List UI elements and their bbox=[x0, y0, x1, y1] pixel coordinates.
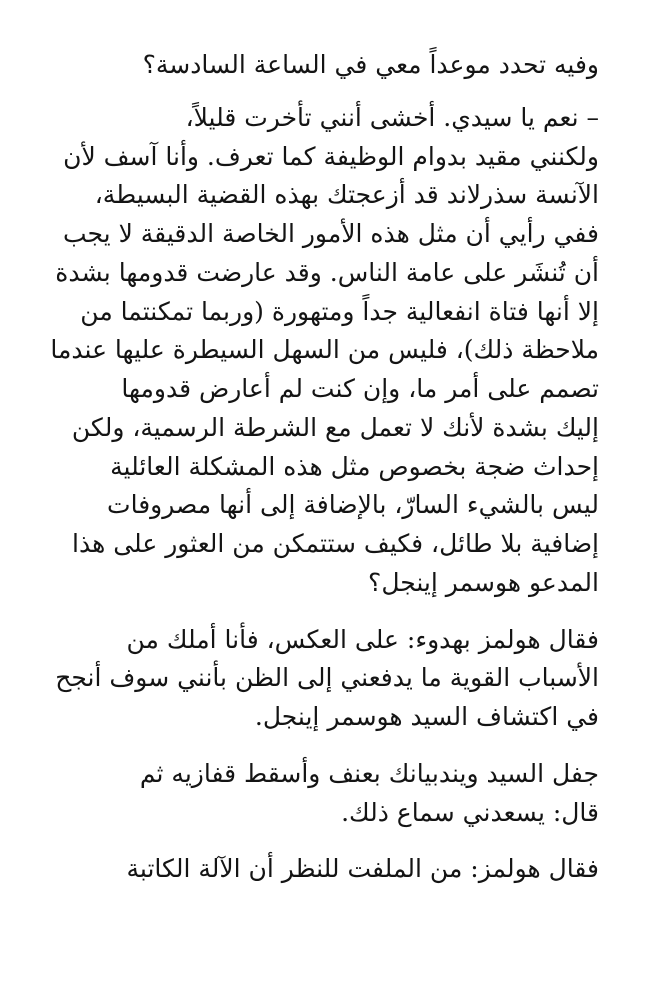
text-line: فقال هولمز: من الملفت للنظر أن الآلة الكاتبة bbox=[126, 854, 599, 884]
text-line: فقال هولمز بهدوء: على العكس، فأنا أملك من bbox=[126, 624, 599, 654]
text-line: الآنسة سذرلاند قد أزعجتك بهذه القضية البسيطة، bbox=[94, 180, 599, 210]
text-line: إضافية بلا طائل، فكيف ستتمكن من العثور على هذا bbox=[72, 529, 599, 558]
text-line: في اكتشاف السيد هوسمر إينجل. bbox=[254, 702, 599, 731]
text-line: جفل السيد ويندبيانك بعنف وأسقط قفازيه ثم bbox=[139, 758, 599, 788]
paragraph-appointment-question bbox=[46, 46, 599, 85]
text-line: تصمم على أمر ما، وإن كنت لم أعارض قدومها bbox=[121, 374, 599, 403]
text-line: المدعو هوسمر إينجل؟ bbox=[368, 567, 599, 597]
text-line: الأسباب القوية ما يدفعني إلى الظن بأنني سوف أنجح bbox=[55, 663, 599, 693]
text-line: – نعم يا سيدي. أخشى أنني تأخرت قليلاً، bbox=[185, 102, 599, 132]
paragraph-holmes-typewriter bbox=[46, 850, 599, 889]
text-line: ففي رأيي أن مثل هذه الأمور الخاصة الدقيقة لا يجب bbox=[62, 219, 599, 248]
text-line: إلا أنها فتاة انفعالية جداً ومتهورة (وربما تمكنتما من bbox=[80, 296, 599, 326]
text-line: وفيه تحدد موعداً معي في الساعة السادسة؟ bbox=[142, 50, 599, 79]
paragraph-holmes-confident bbox=[46, 621, 599, 737]
paragraph-windibank-reply bbox=[46, 99, 599, 603]
text-line: إليك بشدة لأنك لا تعمل مع الشرطة الرسمية، ولكن bbox=[71, 412, 599, 442]
text-line: ليس بالشيء السارّ، بالإضافة إلى أنها مصروفات bbox=[107, 490, 599, 520]
text-line: أن تُنشَر على عامة الناس. وقد عارضت قدومها بشدة bbox=[55, 257, 599, 287]
text-line: ولكنني مقيد بدوام الوظيفة كما تعرف. وأنا آسف لأن bbox=[63, 141, 599, 171]
text-line: ملاحظة ذلك)، فليس من السهل السيطرة عليها عندما bbox=[50, 335, 599, 365]
text-line: قال: يسعدني سماع ذلك. bbox=[341, 797, 599, 827]
paragraph-windibank-startled bbox=[46, 755, 599, 833]
text-line: إحداث ضجة بخصوص مثل هذه المشكلة العائلية bbox=[110, 451, 599, 481]
